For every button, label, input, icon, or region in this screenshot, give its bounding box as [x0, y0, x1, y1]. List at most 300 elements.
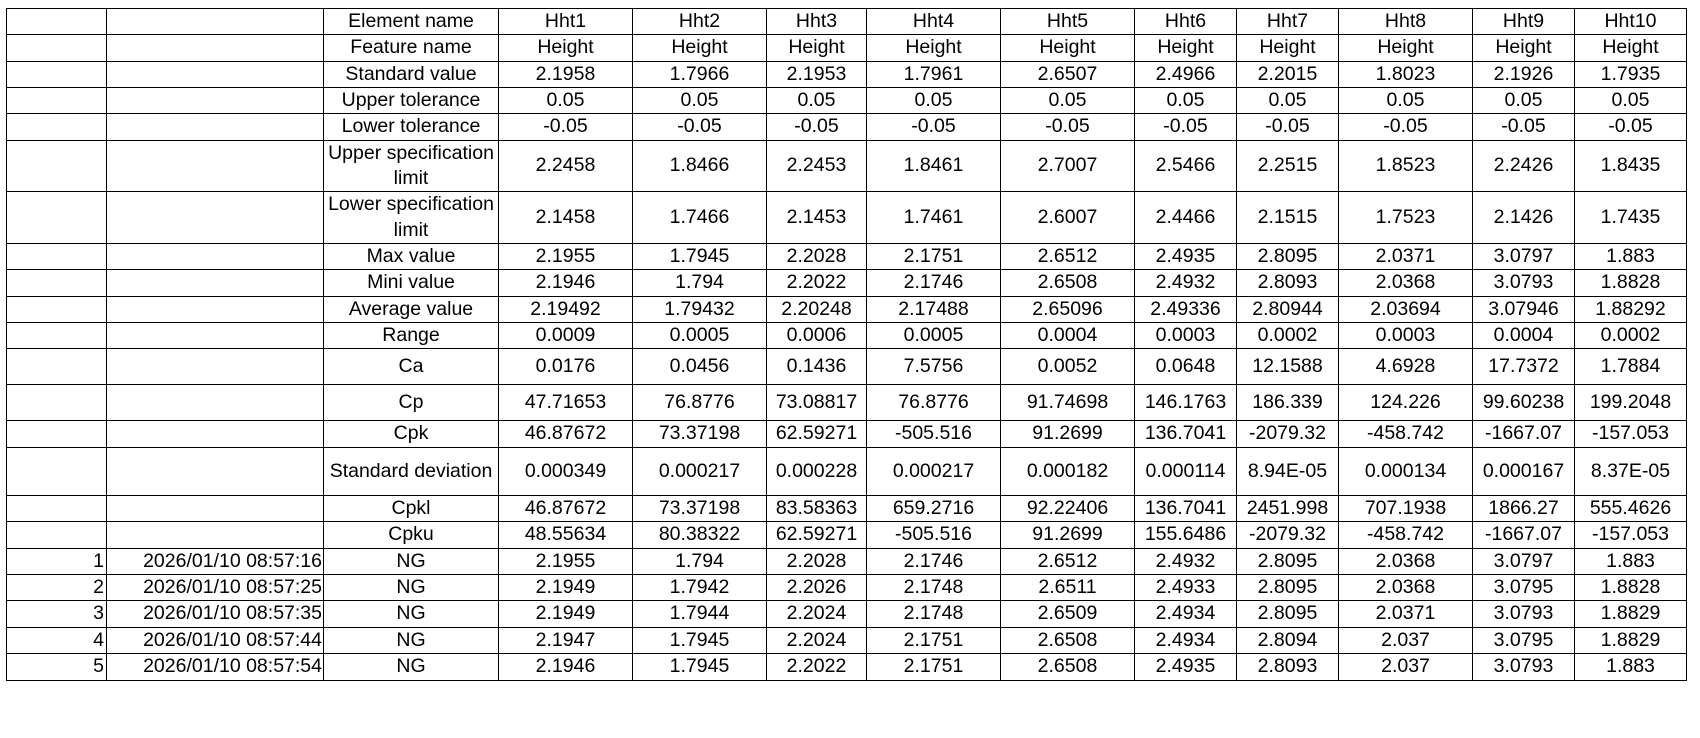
stat-value-cell[interactable]: 2.17488	[867, 296, 1001, 322]
stat-value-cell[interactable]: -0.05	[1237, 114, 1339, 140]
stat-value-cell[interactable]: 2.2028	[767, 244, 867, 270]
stat-value-cell[interactable]: 2.80944	[1237, 296, 1339, 322]
result-cell[interactable]: NG	[324, 627, 499, 653]
stat-value-cell[interactable]: 2451.998	[1237, 495, 1339, 521]
empty-cell[interactable]	[7, 323, 107, 349]
empty-cell[interactable]	[107, 270, 324, 296]
stat-value-cell[interactable]: 0.0052	[1001, 349, 1135, 385]
empty-cell[interactable]	[7, 61, 107, 87]
stat-label-cell[interactable]: Cp	[324, 385, 499, 421]
stat-value-cell[interactable]: 707.1938	[1339, 495, 1473, 521]
stat-value-cell[interactable]: Height	[633, 35, 767, 61]
stat-value-cell[interactable]: 2.1458	[499, 192, 633, 244]
stat-value-cell[interactable]: 0.05	[867, 88, 1001, 114]
stat-value-cell[interactable]: Height	[1339, 35, 1473, 61]
stat-value-cell[interactable]: 0.05	[767, 88, 867, 114]
empty-cell[interactable]	[107, 349, 324, 385]
stat-value-cell[interactable]: Height	[1001, 35, 1135, 61]
stat-value-cell[interactable]: 47.71653	[499, 385, 633, 421]
measurement-value-cell[interactable]: 1.8828	[1575, 574, 1687, 600]
stat-value-cell[interactable]: 1.883	[1575, 244, 1687, 270]
measurement-value-cell[interactable]: 2.2024	[767, 601, 867, 627]
timestamp-cell[interactable]: 2026/01/10 08:57:35	[107, 601, 324, 627]
stat-value-cell[interactable]: -0.05	[1001, 114, 1135, 140]
empty-cell[interactable]	[7, 114, 107, 140]
measurement-value-cell[interactable]: 2.1946	[499, 653, 633, 680]
stat-value-cell[interactable]: 8.37E-05	[1575, 447, 1687, 495]
stat-value-cell[interactable]: 0.0002	[1237, 323, 1339, 349]
stat-value-cell[interactable]: 46.87672	[499, 421, 633, 447]
stat-value-cell[interactable]: 0.0004	[1001, 323, 1135, 349]
stat-value-cell[interactable]: 2.8093	[1237, 270, 1339, 296]
stat-value-cell[interactable]: Hht9	[1473, 9, 1575, 35]
measurement-value-cell[interactable]: 2.1949	[499, 601, 633, 627]
stat-label-cell[interactable]: Ca	[324, 349, 499, 385]
stat-value-cell[interactable]: 2.1515	[1237, 192, 1339, 244]
measurement-value-cell[interactable]: 2.6508	[1001, 653, 1135, 680]
stat-value-cell[interactable]: -0.05	[767, 114, 867, 140]
measurement-value-cell[interactable]: 2.037	[1339, 653, 1473, 680]
row-index-cell[interactable]: 2	[7, 574, 107, 600]
stat-value-cell[interactable]: 2.6512	[1001, 244, 1135, 270]
stat-value-cell[interactable]: 0.000167	[1473, 447, 1575, 495]
stat-value-cell[interactable]: 99.60238	[1473, 385, 1575, 421]
measurement-value-cell[interactable]: 3.0797	[1473, 548, 1575, 574]
result-cell[interactable]: NG	[324, 548, 499, 574]
measurement-value-cell[interactable]: 3.0793	[1473, 653, 1575, 680]
empty-cell[interactable]	[107, 385, 324, 421]
measurement-value-cell[interactable]: 2.1947	[499, 627, 633, 653]
stats-row	[7, 349, 1687, 385]
stat-label-cell[interactable]: Standard deviation	[324, 447, 499, 495]
empty-cell[interactable]	[107, 447, 324, 495]
stat-value-cell[interactable]: 1.8023	[1339, 61, 1473, 87]
empty-cell[interactable]	[107, 192, 324, 244]
measurement-value-cell[interactable]: 2.8094	[1237, 627, 1339, 653]
empty-cell[interactable]	[7, 9, 107, 35]
stat-value-cell[interactable]: 2.1426	[1473, 192, 1575, 244]
stat-value-cell[interactable]: 2.1955	[499, 244, 633, 270]
stat-value-cell[interactable]: -0.05	[499, 114, 633, 140]
measurement-value-cell[interactable]: 2.0371	[1339, 601, 1473, 627]
measurement-value-cell[interactable]: 2.1748	[867, 601, 1001, 627]
measurement-value-cell[interactable]: 2.4932	[1135, 548, 1237, 574]
stat-value-cell[interactable]: -458.742	[1339, 421, 1473, 447]
stat-value-cell[interactable]: Height	[767, 35, 867, 61]
measurement-value-cell[interactable]: 1.8829	[1575, 601, 1687, 627]
stat-value-cell[interactable]: 62.59271	[767, 421, 867, 447]
measurement-value-cell[interactable]: 2.6511	[1001, 574, 1135, 600]
measurement-value-cell[interactable]: 2.1751	[867, 627, 1001, 653]
stat-label-cell[interactable]: Standard value	[324, 61, 499, 87]
stat-value-cell[interactable]: Hht3	[767, 9, 867, 35]
measurement-value-cell[interactable]: 2.1748	[867, 574, 1001, 600]
stat-value-cell[interactable]: 92.22406	[1001, 495, 1135, 521]
stat-value-cell[interactable]: -157.053	[1575, 421, 1687, 447]
stat-value-cell[interactable]: 1.79432	[633, 296, 767, 322]
stat-value-cell[interactable]: 124.226	[1339, 385, 1473, 421]
empty-cell[interactable]	[107, 495, 324, 521]
stat-value-cell[interactable]: 1.88292	[1575, 296, 1687, 322]
empty-cell[interactable]	[7, 522, 107, 548]
stat-value-cell[interactable]: 2.4935	[1135, 244, 1237, 270]
measurement-value-cell[interactable]: 1.7945	[633, 653, 767, 680]
empty-cell[interactable]	[7, 447, 107, 495]
empty-cell[interactable]	[7, 35, 107, 61]
stat-value-cell[interactable]: 0.000182	[1001, 447, 1135, 495]
measurement-value-cell[interactable]: 2.037	[1339, 627, 1473, 653]
stat-value-cell[interactable]: -0.05	[867, 114, 1001, 140]
stat-value-cell[interactable]: 2.2453	[767, 140, 867, 192]
stat-value-cell[interactable]: 2.5466	[1135, 140, 1237, 192]
stat-value-cell[interactable]: 1.7884	[1575, 349, 1687, 385]
measurement-value-cell[interactable]: 2.0368	[1339, 574, 1473, 600]
stat-label-cell[interactable]: Upper specification limit	[324, 140, 499, 192]
stat-value-cell[interactable]: 2.6508	[1001, 270, 1135, 296]
empty-cell[interactable]	[7, 192, 107, 244]
stat-label-cell[interactable]: Mini value	[324, 270, 499, 296]
stat-value-cell[interactable]: 1.7966	[633, 61, 767, 87]
stat-value-cell[interactable]: 2.65096	[1001, 296, 1135, 322]
stat-value-cell[interactable]: 0.000114	[1135, 447, 1237, 495]
stat-value-cell[interactable]: -0.05	[633, 114, 767, 140]
empty-cell[interactable]	[7, 88, 107, 114]
stat-value-cell[interactable]: 73.37198	[633, 495, 767, 521]
measurement-value-cell[interactable]: 2.4933	[1135, 574, 1237, 600]
empty-cell[interactable]	[7, 270, 107, 296]
result-cell[interactable]: NG	[324, 574, 499, 600]
result-cell[interactable]: NG	[324, 601, 499, 627]
stat-value-cell[interactable]: 46.87672	[499, 495, 633, 521]
stat-value-cell[interactable]: 0.0002	[1575, 323, 1687, 349]
measurement-value-cell[interactable]: 2.2022	[767, 653, 867, 680]
stat-value-cell[interactable]: -0.05	[1135, 114, 1237, 140]
stat-value-cell[interactable]: 2.49336	[1135, 296, 1237, 322]
empty-cell[interactable]	[107, 35, 324, 61]
stat-value-cell[interactable]: 186.339	[1237, 385, 1339, 421]
stat-value-cell[interactable]: 0.0006	[767, 323, 867, 349]
measurement-value-cell[interactable]: 2.4934	[1135, 601, 1237, 627]
stat-value-cell[interactable]: 83.58363	[767, 495, 867, 521]
stat-label-cell[interactable]: Cpku	[324, 522, 499, 548]
stat-value-cell[interactable]: 7.5756	[867, 349, 1001, 385]
measurement-value-cell[interactable]: 1.7942	[633, 574, 767, 600]
stat-value-cell[interactable]: 2.2458	[499, 140, 633, 192]
stat-value-cell[interactable]: 1.8828	[1575, 270, 1687, 296]
stat-value-cell[interactable]: 199.2048	[1575, 385, 1687, 421]
stat-value-cell[interactable]: 0.05	[1339, 88, 1473, 114]
timestamp-cell[interactable]: 2026/01/10 08:57:44	[107, 627, 324, 653]
empty-cell[interactable]	[7, 385, 107, 421]
stats-row	[7, 192, 1687, 244]
measurement-value-cell[interactable]: 2.2028	[767, 548, 867, 574]
stat-value-cell[interactable]: Hht4	[867, 9, 1001, 35]
row-index-cell[interactable]: 1	[7, 548, 107, 574]
stat-value-cell[interactable]: 155.6486	[1135, 522, 1237, 548]
measurement-value-cell[interactable]: 2.1751	[867, 653, 1001, 680]
stat-value-cell[interactable]: 1.8523	[1339, 140, 1473, 192]
stat-value-cell[interactable]: 0.000228	[767, 447, 867, 495]
stat-value-cell[interactable]: 48.55634	[499, 522, 633, 548]
row-index-cell[interactable]: 4	[7, 627, 107, 653]
stat-value-cell[interactable]: 2.8095	[1237, 244, 1339, 270]
result-cell[interactable]: NG	[324, 653, 499, 680]
stat-value-cell[interactable]: Hht10	[1575, 9, 1687, 35]
stat-value-cell[interactable]: 17.7372	[1473, 349, 1575, 385]
stat-value-cell[interactable]: -505.516	[867, 522, 1001, 548]
stat-value-cell[interactable]: 2.1926	[1473, 61, 1575, 87]
stat-value-cell[interactable]: 1.7435	[1575, 192, 1687, 244]
measurement-value-cell[interactable]: 1.794	[633, 548, 767, 574]
stats-row	[7, 244, 1687, 270]
empty-cell[interactable]	[107, 114, 324, 140]
stat-value-cell[interactable]: 1.7935	[1575, 61, 1687, 87]
stat-value-cell[interactable]: 0.0004	[1473, 323, 1575, 349]
empty-cell[interactable]	[107, 244, 324, 270]
stat-value-cell[interactable]: 136.7041	[1135, 421, 1237, 447]
stat-value-cell[interactable]: 1.7945	[633, 244, 767, 270]
stat-value-cell[interactable]: 2.1751	[867, 244, 1001, 270]
stat-value-cell[interactable]: 0.000217	[633, 447, 767, 495]
stat-value-cell[interactable]: 4.6928	[1339, 349, 1473, 385]
stat-value-cell[interactable]: 2.19492	[499, 296, 633, 322]
empty-cell[interactable]	[107, 323, 324, 349]
stat-value-cell[interactable]: Hht7	[1237, 9, 1339, 35]
stat-value-cell[interactable]: 73.37198	[633, 421, 767, 447]
empty-cell[interactable]	[107, 522, 324, 548]
stat-value-cell[interactable]: Height	[1135, 35, 1237, 61]
stat-value-cell[interactable]: 2.1746	[867, 270, 1001, 296]
stat-value-cell[interactable]: -0.05	[1339, 114, 1473, 140]
stat-value-cell[interactable]: 2.03694	[1339, 296, 1473, 322]
empty-cell[interactable]	[7, 244, 107, 270]
empty-cell[interactable]	[7, 349, 107, 385]
measurement-row	[7, 574, 1687, 600]
measurement-value-cell[interactable]: 1.7945	[633, 627, 767, 653]
stat-value-cell[interactable]: 2.4966	[1135, 61, 1237, 87]
measurement-value-cell[interactable]: 2.0368	[1339, 548, 1473, 574]
stat-value-cell[interactable]: -0.05	[1473, 114, 1575, 140]
measurement-value-cell[interactable]: 2.6512	[1001, 548, 1135, 574]
stat-value-cell[interactable]: 2.1946	[499, 270, 633, 296]
measurement-value-cell[interactable]: 1.8829	[1575, 627, 1687, 653]
stat-value-cell[interactable]: 62.59271	[767, 522, 867, 548]
stat-value-cell[interactable]: -0.05	[1575, 114, 1687, 140]
stat-value-cell[interactable]: 0.05	[633, 88, 767, 114]
measurement-value-cell[interactable]: 3.0795	[1473, 627, 1575, 653]
stat-value-cell[interactable]: 0.05	[1575, 88, 1687, 114]
stats-row	[7, 296, 1687, 322]
stat-label-cell[interactable]: Lower specification limit	[324, 192, 499, 244]
empty-cell[interactable]	[7, 421, 107, 447]
stat-value-cell[interactable]: Hht1	[499, 9, 633, 35]
stat-value-cell[interactable]: Hht6	[1135, 9, 1237, 35]
stat-value-cell[interactable]: 2.2015	[1237, 61, 1339, 87]
stats-row	[7, 421, 1687, 447]
measurement-row	[7, 653, 1687, 680]
stat-value-cell[interactable]: 76.8776	[633, 385, 767, 421]
stat-value-cell[interactable]: 0.05	[1001, 88, 1135, 114]
stat-value-cell[interactable]: 91.2699	[1001, 421, 1135, 447]
stat-label-cell[interactable]: Average value	[324, 296, 499, 322]
stat-value-cell[interactable]: 0.1436	[767, 349, 867, 385]
stat-value-cell[interactable]: 2.4466	[1135, 192, 1237, 244]
stat-value-cell[interactable]: 2.6507	[1001, 61, 1135, 87]
stat-value-cell[interactable]: 1.8466	[633, 140, 767, 192]
measurement-value-cell[interactable]: 2.8095	[1237, 548, 1339, 574]
measurement-value-cell[interactable]: 2.2026	[767, 574, 867, 600]
measurement-value-cell[interactable]: 2.1746	[867, 548, 1001, 574]
stats-row	[7, 270, 1687, 296]
stat-value-cell[interactable]: 2.2515	[1237, 140, 1339, 192]
stat-value-cell[interactable]: -458.742	[1339, 522, 1473, 548]
stat-value-cell[interactable]: 146.1763	[1135, 385, 1237, 421]
stat-value-cell[interactable]: 0.0003	[1135, 323, 1237, 349]
stat-value-cell[interactable]: 0.0176	[499, 349, 633, 385]
stat-value-cell[interactable]: Height	[867, 35, 1001, 61]
stats-row	[7, 61, 1687, 87]
stat-value-cell[interactable]: Hht5	[1001, 9, 1135, 35]
stat-value-cell[interactable]: -2079.32	[1237, 421, 1339, 447]
stat-value-cell[interactable]: 1.8461	[867, 140, 1001, 192]
stat-value-cell[interactable]: 91.74698	[1001, 385, 1135, 421]
stat-value-cell[interactable]: 0.0005	[867, 323, 1001, 349]
stat-value-cell[interactable]: 0.05	[1473, 88, 1575, 114]
stat-value-cell[interactable]: -157.053	[1575, 522, 1687, 548]
measurement-value-cell[interactable]: 2.6509	[1001, 601, 1135, 627]
stat-value-cell[interactable]: 2.6007	[1001, 192, 1135, 244]
stat-label-cell[interactable]: Lower tolerance	[324, 114, 499, 140]
stat-label-cell[interactable]: Cpkl	[324, 495, 499, 521]
timestamp-cell[interactable]: 2026/01/10 08:57:54	[107, 653, 324, 680]
stat-value-cell[interactable]: 0.05	[1237, 88, 1339, 114]
stat-value-cell[interactable]: 1.7523	[1339, 192, 1473, 244]
stats-row	[7, 88, 1687, 114]
stat-value-cell[interactable]: 73.08817	[767, 385, 867, 421]
stat-label-cell[interactable]: Upper tolerance	[324, 88, 499, 114]
stat-value-cell[interactable]: 1.7466	[633, 192, 767, 244]
stat-value-cell[interactable]: -2079.32	[1237, 522, 1339, 548]
stat-value-cell[interactable]: 2.2022	[767, 270, 867, 296]
stat-label-cell[interactable]: Max value	[324, 244, 499, 270]
stat-value-cell[interactable]: Height	[1575, 35, 1687, 61]
measurement-value-cell[interactable]: 2.2024	[767, 627, 867, 653]
stat-value-cell[interactable]: 76.8776	[867, 385, 1001, 421]
stat-value-cell[interactable]: 2.20248	[767, 296, 867, 322]
stat-value-cell[interactable]: 0.0003	[1339, 323, 1473, 349]
measurement-value-cell[interactable]: 2.1955	[499, 548, 633, 574]
empty-cell[interactable]	[107, 296, 324, 322]
measurement-value-cell[interactable]: 2.4934	[1135, 627, 1237, 653]
stats-row	[7, 35, 1687, 61]
stat-value-cell[interactable]: 3.07946	[1473, 296, 1575, 322]
stat-value-cell[interactable]: 8.94E-05	[1237, 447, 1339, 495]
stat-value-cell[interactable]: 0.000349	[499, 447, 633, 495]
stat-value-cell[interactable]: 1866.27	[1473, 495, 1575, 521]
timestamp-cell[interactable]: 2026/01/10 08:57:25	[107, 574, 324, 600]
empty-cell[interactable]	[7, 495, 107, 521]
stat-value-cell[interactable]: 0.0648	[1135, 349, 1237, 385]
stat-label-cell[interactable]: Range	[324, 323, 499, 349]
measurement-value-cell[interactable]: 1.883	[1575, 548, 1687, 574]
stat-value-cell[interactable]: 2.4932	[1135, 270, 1237, 296]
stat-value-cell[interactable]: -505.516	[867, 421, 1001, 447]
stat-value-cell[interactable]: 80.38322	[633, 522, 767, 548]
stat-value-cell[interactable]: 0.05	[1135, 88, 1237, 114]
measurement-value-cell[interactable]: 2.1949	[499, 574, 633, 600]
stat-value-cell[interactable]: 0.000217	[867, 447, 1001, 495]
stat-value-cell[interactable]: Hht8	[1339, 9, 1473, 35]
empty-cell[interactable]	[7, 140, 107, 192]
stat-value-cell[interactable]: 555.4626	[1575, 495, 1687, 521]
stat-value-cell[interactable]: 1.8435	[1575, 140, 1687, 192]
stat-value-cell[interactable]: 1.7461	[867, 192, 1001, 244]
measurement-value-cell[interactable]: 1.883	[1575, 653, 1687, 680]
stat-value-cell[interactable]: 3.0793	[1473, 270, 1575, 296]
measurement-value-cell[interactable]: 2.4935	[1135, 653, 1237, 680]
stat-value-cell[interactable]: 2.0368	[1339, 270, 1473, 296]
measurement-value-cell[interactable]: 1.7944	[633, 601, 767, 627]
stat-value-cell[interactable]: 2.7007	[1001, 140, 1135, 192]
row-index-cell[interactable]: 5	[7, 653, 107, 680]
stat-value-cell[interactable]: 91.2699	[1001, 522, 1135, 548]
empty-cell[interactable]	[107, 9, 324, 35]
stat-value-cell[interactable]: 2.1958	[499, 61, 633, 87]
measurement-row	[7, 548, 1687, 574]
empty-cell[interactable]	[107, 61, 324, 87]
stat-value-cell[interactable]: 0.0005	[633, 323, 767, 349]
stat-value-cell[interactable]: 0.000134	[1339, 447, 1473, 495]
stat-label-cell[interactable]: Cpk	[324, 421, 499, 447]
stat-value-cell[interactable]: 0.0456	[633, 349, 767, 385]
row-index-cell[interactable]: 3	[7, 601, 107, 627]
stat-value-cell[interactable]: 0.05	[499, 88, 633, 114]
stat-value-cell[interactable]: 12.1588	[1237, 349, 1339, 385]
stat-value-cell[interactable]: 3.0797	[1473, 244, 1575, 270]
stat-value-cell[interactable]: Height	[499, 35, 633, 61]
stats-row	[7, 495, 1687, 521]
stat-value-cell[interactable]: 0.0009	[499, 323, 633, 349]
empty-cell[interactable]	[7, 296, 107, 322]
stat-value-cell[interactable]: Height	[1473, 35, 1575, 61]
stat-label-cell[interactable]: Element name	[324, 9, 499, 35]
stat-value-cell[interactable]: 2.2426	[1473, 140, 1575, 192]
stat-value-cell[interactable]: 1.7961	[867, 61, 1001, 87]
stat-value-cell[interactable]: 659.2716	[867, 495, 1001, 521]
measurement-value-cell[interactable]: 2.8093	[1237, 653, 1339, 680]
measurement-value-cell[interactable]: 2.6508	[1001, 627, 1135, 653]
stat-value-cell[interactable]: 1.794	[633, 270, 767, 296]
measurement-value-cell[interactable]: 2.8095	[1237, 601, 1339, 627]
empty-cell[interactable]	[107, 421, 324, 447]
stat-value-cell[interactable]: 2.1453	[767, 192, 867, 244]
stat-value-cell[interactable]: Height	[1237, 35, 1339, 61]
stat-value-cell[interactable]: -1667.07	[1473, 421, 1575, 447]
timestamp-cell[interactable]: 2026/01/10 08:57:16	[107, 548, 324, 574]
measurement-value-cell[interactable]: 3.0793	[1473, 601, 1575, 627]
measurement-value-cell[interactable]: 2.8095	[1237, 574, 1339, 600]
stat-value-cell[interactable]: 136.7041	[1135, 495, 1237, 521]
measurement-value-cell[interactable]: 3.0795	[1473, 574, 1575, 600]
stat-value-cell[interactable]: Hht2	[633, 9, 767, 35]
empty-cell[interactable]	[107, 88, 324, 114]
stat-value-cell[interactable]: 2.1953	[767, 61, 867, 87]
stat-value-cell[interactable]: 2.0371	[1339, 244, 1473, 270]
empty-cell[interactable]	[107, 140, 324, 192]
stats-row	[7, 9, 1687, 35]
stat-value-cell[interactable]: -1667.07	[1473, 522, 1575, 548]
stat-label-cell[interactable]: Feature name	[324, 35, 499, 61]
